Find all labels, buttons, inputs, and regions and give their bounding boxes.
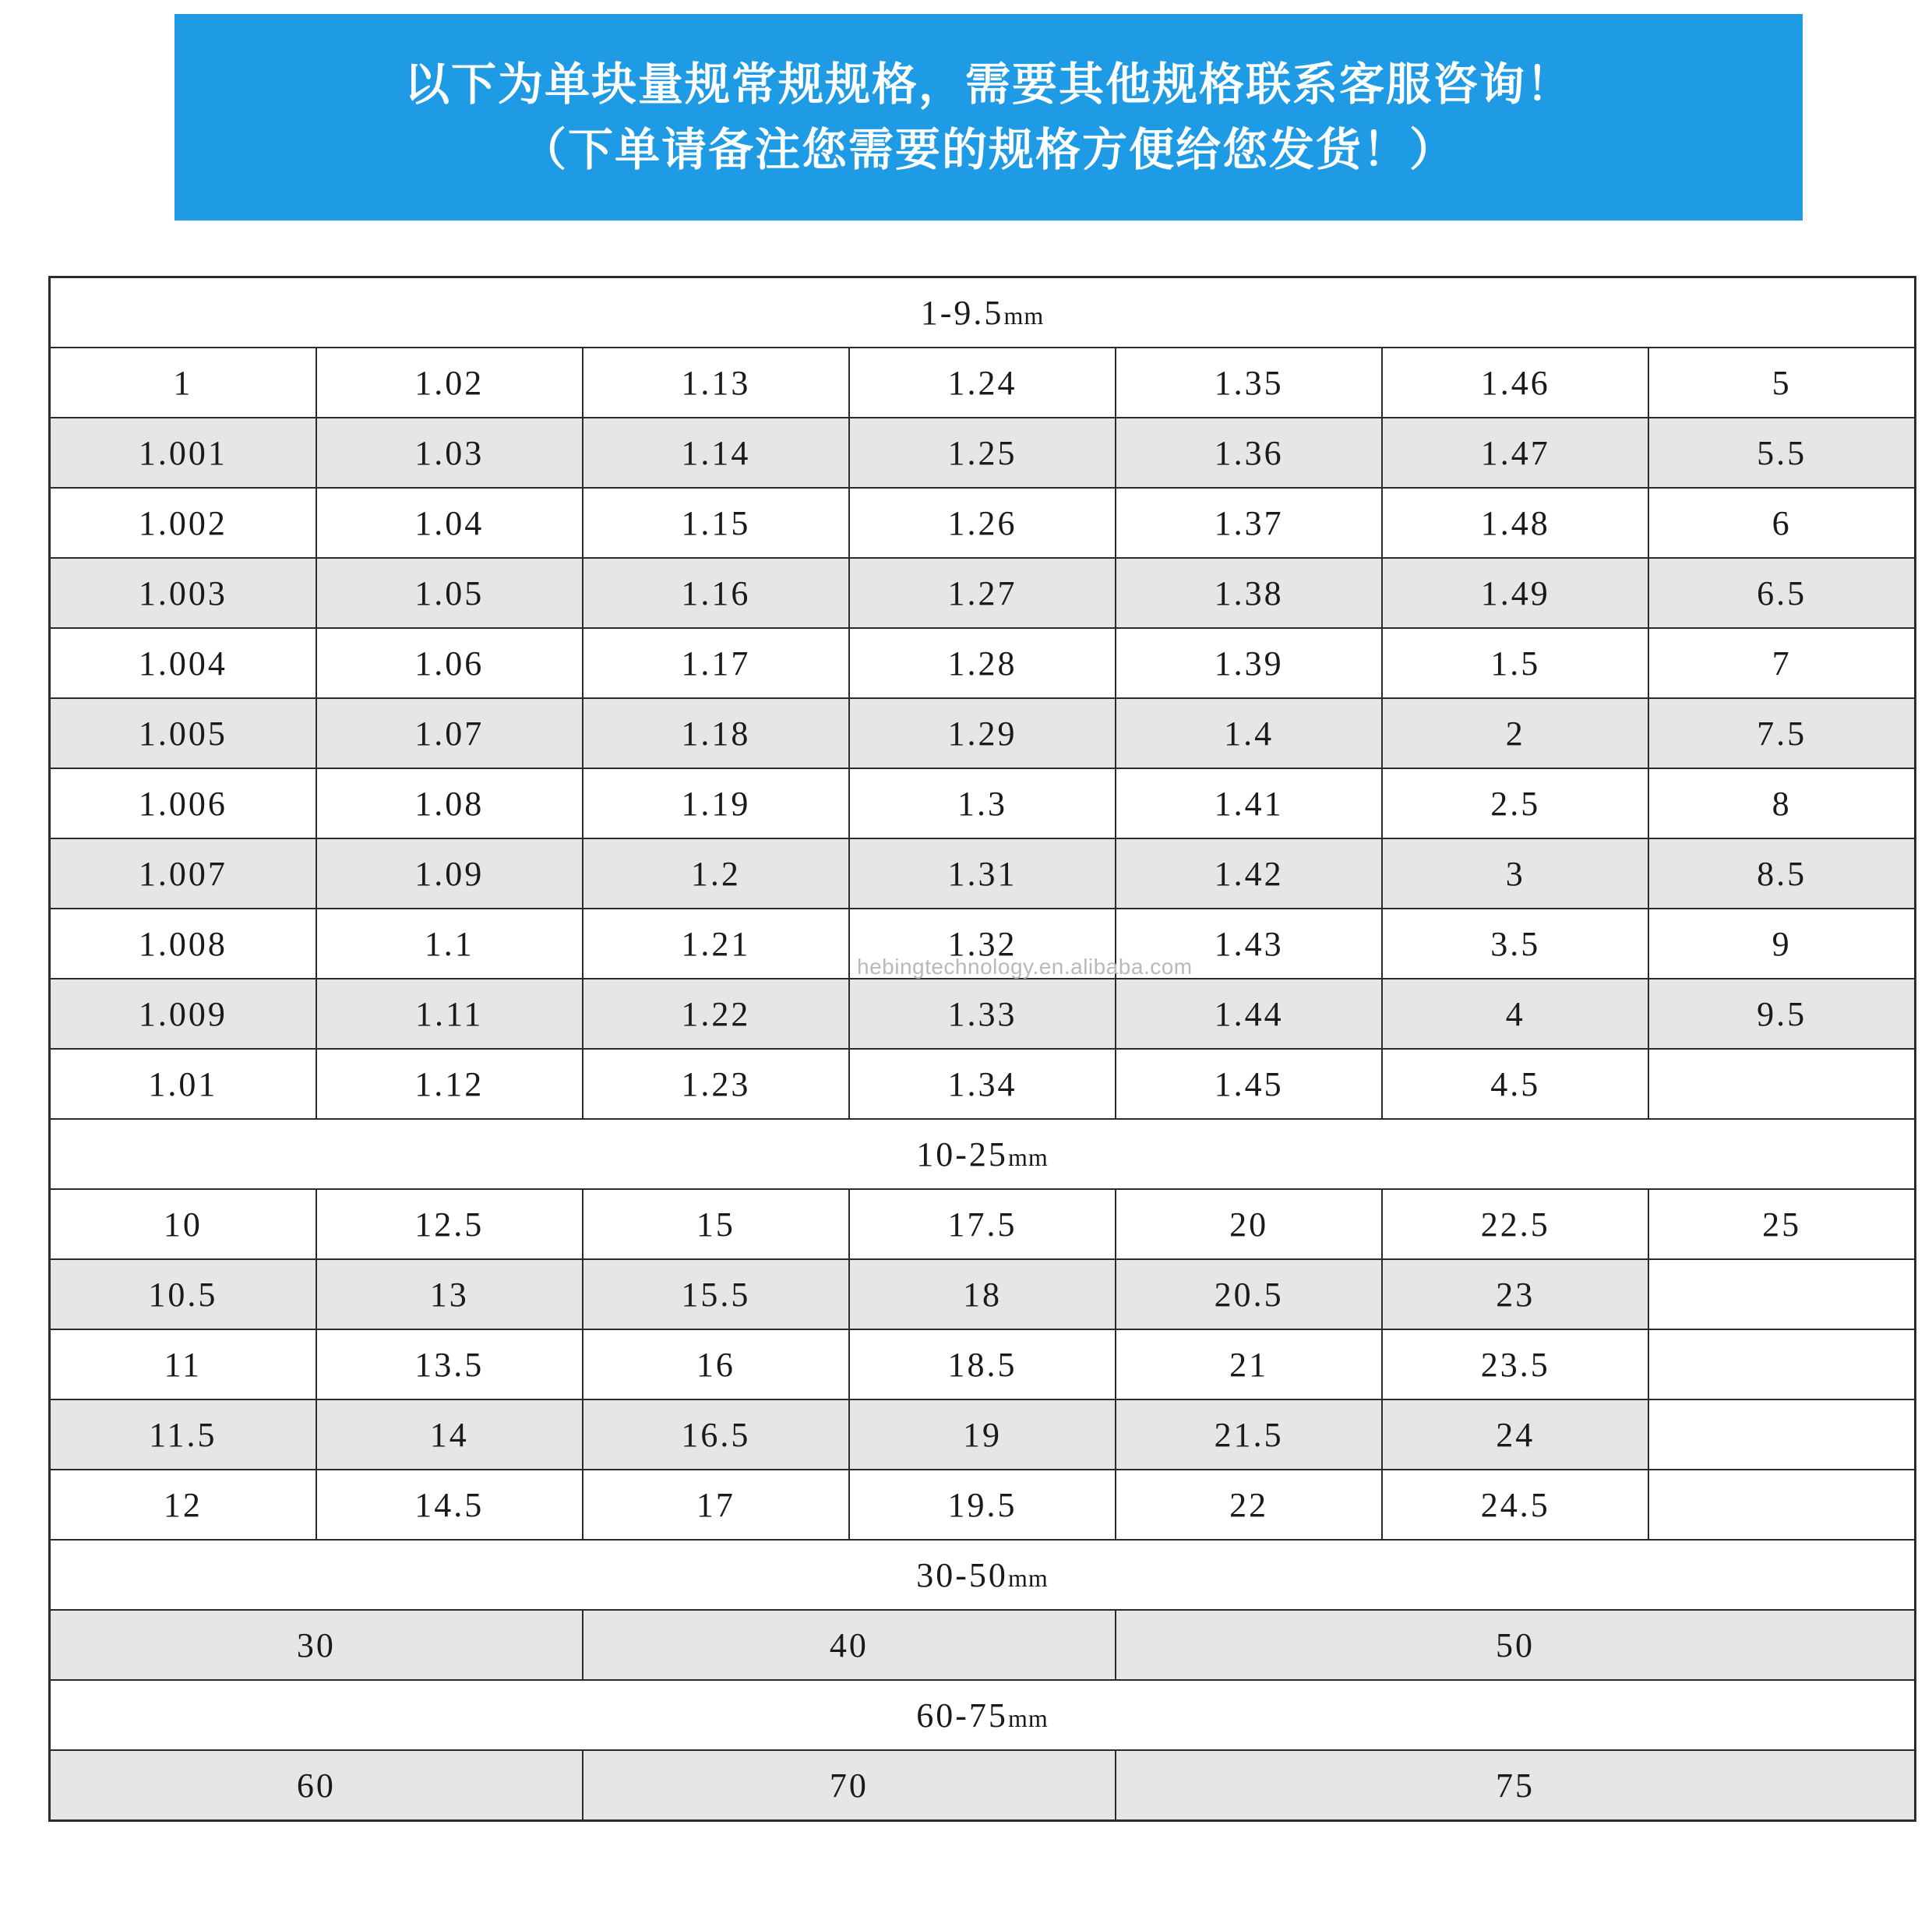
table-cell-empty — [1648, 1329, 1915, 1399]
table-section-title: 10-25mm — [50, 1119, 1916, 1189]
table-cell: 1.21 — [583, 909, 849, 979]
table-cell: 1.25 — [849, 418, 1116, 488]
notice-banner-line-2: （下单请备注您需要的规格方便给您发货！） — [520, 124, 1456, 175]
table-cell-empty — [1648, 1470, 1915, 1540]
table-cell: 75 — [1116, 1750, 1915, 1821]
unit-label: mm — [1003, 301, 1045, 330]
table-cell: 1.14 — [583, 418, 849, 488]
table-cell: 21 — [1116, 1329, 1382, 1399]
table-cell-empty — [1648, 1259, 1915, 1329]
table-cell: 1.2 — [583, 838, 849, 909]
table-cell: 1.03 — [316, 418, 583, 488]
table-cell: 9 — [1648, 909, 1915, 979]
table-cell: 1.002 — [50, 488, 316, 558]
table-cell: 1.31 — [849, 838, 1116, 909]
table-cell: 1.13 — [583, 348, 849, 418]
table-cell: 6 — [1648, 488, 1915, 558]
table-cell: 1.007 — [50, 838, 316, 909]
unit-label: mm — [1007, 1703, 1049, 1732]
table-cell: 16.5 — [583, 1399, 849, 1470]
table-cell: 24 — [1382, 1399, 1648, 1470]
table-cell: 1.4 — [1116, 698, 1382, 768]
table-cell: 8.5 — [1648, 838, 1915, 909]
table-row — [50, 838, 1916, 909]
specification-table-wrapper — [48, 276, 1916, 1822]
table-cell: 6.5 — [1648, 558, 1915, 628]
table-cell: 23 — [1382, 1259, 1648, 1329]
table-section-title: 60-75mm — [50, 1680, 1916, 1750]
table-cell: 1.26 — [849, 488, 1116, 558]
table-cell: 1.003 — [50, 558, 316, 628]
table-cell: 1.1 — [316, 909, 583, 979]
table-cell: 5 — [1648, 348, 1915, 418]
table-cell: 1.48 — [1382, 488, 1648, 558]
table-cell: 24.5 — [1382, 1470, 1648, 1540]
table-cell: 22 — [1116, 1470, 1382, 1540]
table-cell: 1.28 — [849, 628, 1116, 698]
table-cell: 12 — [50, 1470, 316, 1540]
table-section-title: 30-50mm — [50, 1540, 1916, 1610]
unit-label: mm — [1007, 1142, 1049, 1171]
table-cell: 18.5 — [849, 1329, 1116, 1399]
table-cell: 8 — [1648, 768, 1915, 838]
table-row — [50, 1399, 1916, 1470]
table-cell: 9.5 — [1648, 979, 1915, 1049]
table-cell: 1.41 — [1116, 768, 1382, 838]
table-cell: 17 — [583, 1470, 849, 1540]
table-cell: 1.23 — [583, 1049, 849, 1119]
table-cell: 1.02 — [316, 348, 583, 418]
table-cell: 1.37 — [1116, 488, 1382, 558]
table-cell: 1.34 — [849, 1049, 1116, 1119]
table-cell: 21.5 — [1116, 1399, 1382, 1470]
table-cell: 1.006 — [50, 768, 316, 838]
table-cell: 1.45 — [1116, 1049, 1382, 1119]
table-cell: 16 — [583, 1329, 849, 1399]
table-cell: 1.22 — [583, 979, 849, 1049]
table-cell: 3.5 — [1382, 909, 1648, 979]
table-row — [50, 488, 1916, 558]
table-cell: 22.5 — [1382, 1189, 1648, 1259]
table-cell: 3 — [1382, 838, 1648, 909]
table-cell: 1.09 — [316, 838, 583, 909]
table-cell: 13.5 — [316, 1329, 583, 1399]
table-cell: 1.44 — [1116, 979, 1382, 1049]
table-row — [50, 348, 1916, 418]
table-row — [50, 909, 1916, 979]
table-cell: 1.46 — [1382, 348, 1648, 418]
table-row — [50, 698, 1916, 768]
table-cell: 20.5 — [1116, 1259, 1382, 1329]
table-cell: 1.001 — [50, 418, 316, 488]
table-row — [50, 1750, 1916, 1821]
table-cell: 4.5 — [1382, 1049, 1648, 1119]
table-cell: 11 — [50, 1329, 316, 1399]
table-cell: 1.01 — [50, 1049, 316, 1119]
table-cell: 13 — [316, 1259, 583, 1329]
table-cell: 40 — [583, 1610, 1116, 1680]
table-row — [50, 1610, 1916, 1680]
table-cell: 60 — [50, 1750, 583, 1821]
table-cell: 10.5 — [50, 1259, 316, 1329]
table-cell: 14 — [316, 1399, 583, 1470]
table-cell: 1.49 — [1382, 558, 1648, 628]
table-cell: 1.35 — [1116, 348, 1382, 418]
specification-table — [48, 276, 1916, 1822]
table-cell: 1.3 — [849, 768, 1116, 838]
table-section-row — [50, 1540, 1916, 1610]
table-cell: 2 — [1382, 698, 1648, 768]
table-cell: 1.33 — [849, 979, 1116, 1049]
table-cell: 20 — [1116, 1189, 1382, 1259]
table-cell: 1.15 — [583, 488, 849, 558]
table-cell: 1.47 — [1382, 418, 1648, 488]
notice-banner-line-1: 以下为单块量规常规规格，需要其他规格联系客服咨询！ — [404, 58, 1573, 110]
watermark-text: hebingtechnology.en.alibaba.com — [857, 955, 1193, 979]
table-row — [50, 558, 1916, 628]
table-cell: 1.39 — [1116, 628, 1382, 698]
table-cell: 1.07 — [316, 698, 583, 768]
table-section-row — [50, 1119, 1916, 1189]
table-section-row — [50, 277, 1916, 348]
table-cell: 1.38 — [1116, 558, 1382, 628]
table-cell: 1.16 — [583, 558, 849, 628]
table-cell: 12.5 — [316, 1189, 583, 1259]
table-cell: 7 — [1648, 628, 1915, 698]
table-cell: 50 — [1116, 1610, 1915, 1680]
table-row — [50, 979, 1916, 1049]
table-cell: 10 — [50, 1189, 316, 1259]
table-cell: 19.5 — [849, 1470, 1116, 1540]
table-cell: 1.18 — [583, 698, 849, 768]
table-cell: 15 — [583, 1189, 849, 1259]
notice-banner — [175, 14, 1803, 221]
table-cell: 19 — [849, 1399, 1116, 1470]
table-cell: 1.27 — [849, 558, 1116, 628]
unit-label: mm — [1007, 1563, 1049, 1592]
table-cell: 1.04 — [316, 488, 583, 558]
table-cell: 1.17 — [583, 628, 849, 698]
table-cell: 14.5 — [316, 1470, 583, 1540]
table-row — [50, 1049, 1916, 1119]
table-cell: 1.42 — [1116, 838, 1382, 909]
table-cell: 23.5 — [1382, 1329, 1648, 1399]
table-row — [50, 1189, 1916, 1259]
table-cell: 70 — [583, 1750, 1116, 1821]
table-cell: 1.29 — [849, 698, 1116, 768]
table-cell: 1.11 — [316, 979, 583, 1049]
table-cell: 11.5 — [50, 1399, 316, 1470]
table-cell: 1.004 — [50, 628, 316, 698]
table-cell: 7.5 — [1648, 698, 1915, 768]
table-row — [50, 1329, 1916, 1399]
table-cell: 15.5 — [583, 1259, 849, 1329]
table-row — [50, 418, 1916, 488]
table-cell: 1.32 — [849, 909, 1116, 979]
table-cell: 1.24 — [849, 348, 1116, 418]
table-cell: 1.009 — [50, 979, 316, 1049]
table-cell-empty — [1648, 1399, 1915, 1470]
table-cell: 4 — [1382, 979, 1648, 1049]
table-row — [50, 768, 1916, 838]
table-cell: 1.36 — [1116, 418, 1382, 488]
table-cell: 18 — [849, 1259, 1116, 1329]
table-cell: 30 — [50, 1610, 583, 1680]
table-cell: 1.19 — [583, 768, 849, 838]
table-cell: 2.5 — [1382, 768, 1648, 838]
table-section-title: 1-9.5mm — [50, 277, 1916, 348]
table-cell: 5.5 — [1648, 418, 1915, 488]
table-cell: 1.43 — [1116, 909, 1382, 979]
table-section-row — [50, 1680, 1916, 1750]
table-cell: 1.008 — [50, 909, 316, 979]
table-cell: 1.06 — [316, 628, 583, 698]
table-cell-empty — [1648, 1049, 1915, 1119]
table-cell: 1.08 — [316, 768, 583, 838]
table-row — [50, 1470, 1916, 1540]
table-row — [50, 1259, 1916, 1329]
table-cell: 17.5 — [849, 1189, 1116, 1259]
table-cell: 1.5 — [1382, 628, 1648, 698]
table-row — [50, 628, 1916, 698]
table-cell: 25 — [1648, 1189, 1915, 1259]
table-cell: 1.12 — [316, 1049, 583, 1119]
table-cell: 1 — [50, 348, 316, 418]
table-cell: 1.05 — [316, 558, 583, 628]
table-cell: 1.005 — [50, 698, 316, 768]
